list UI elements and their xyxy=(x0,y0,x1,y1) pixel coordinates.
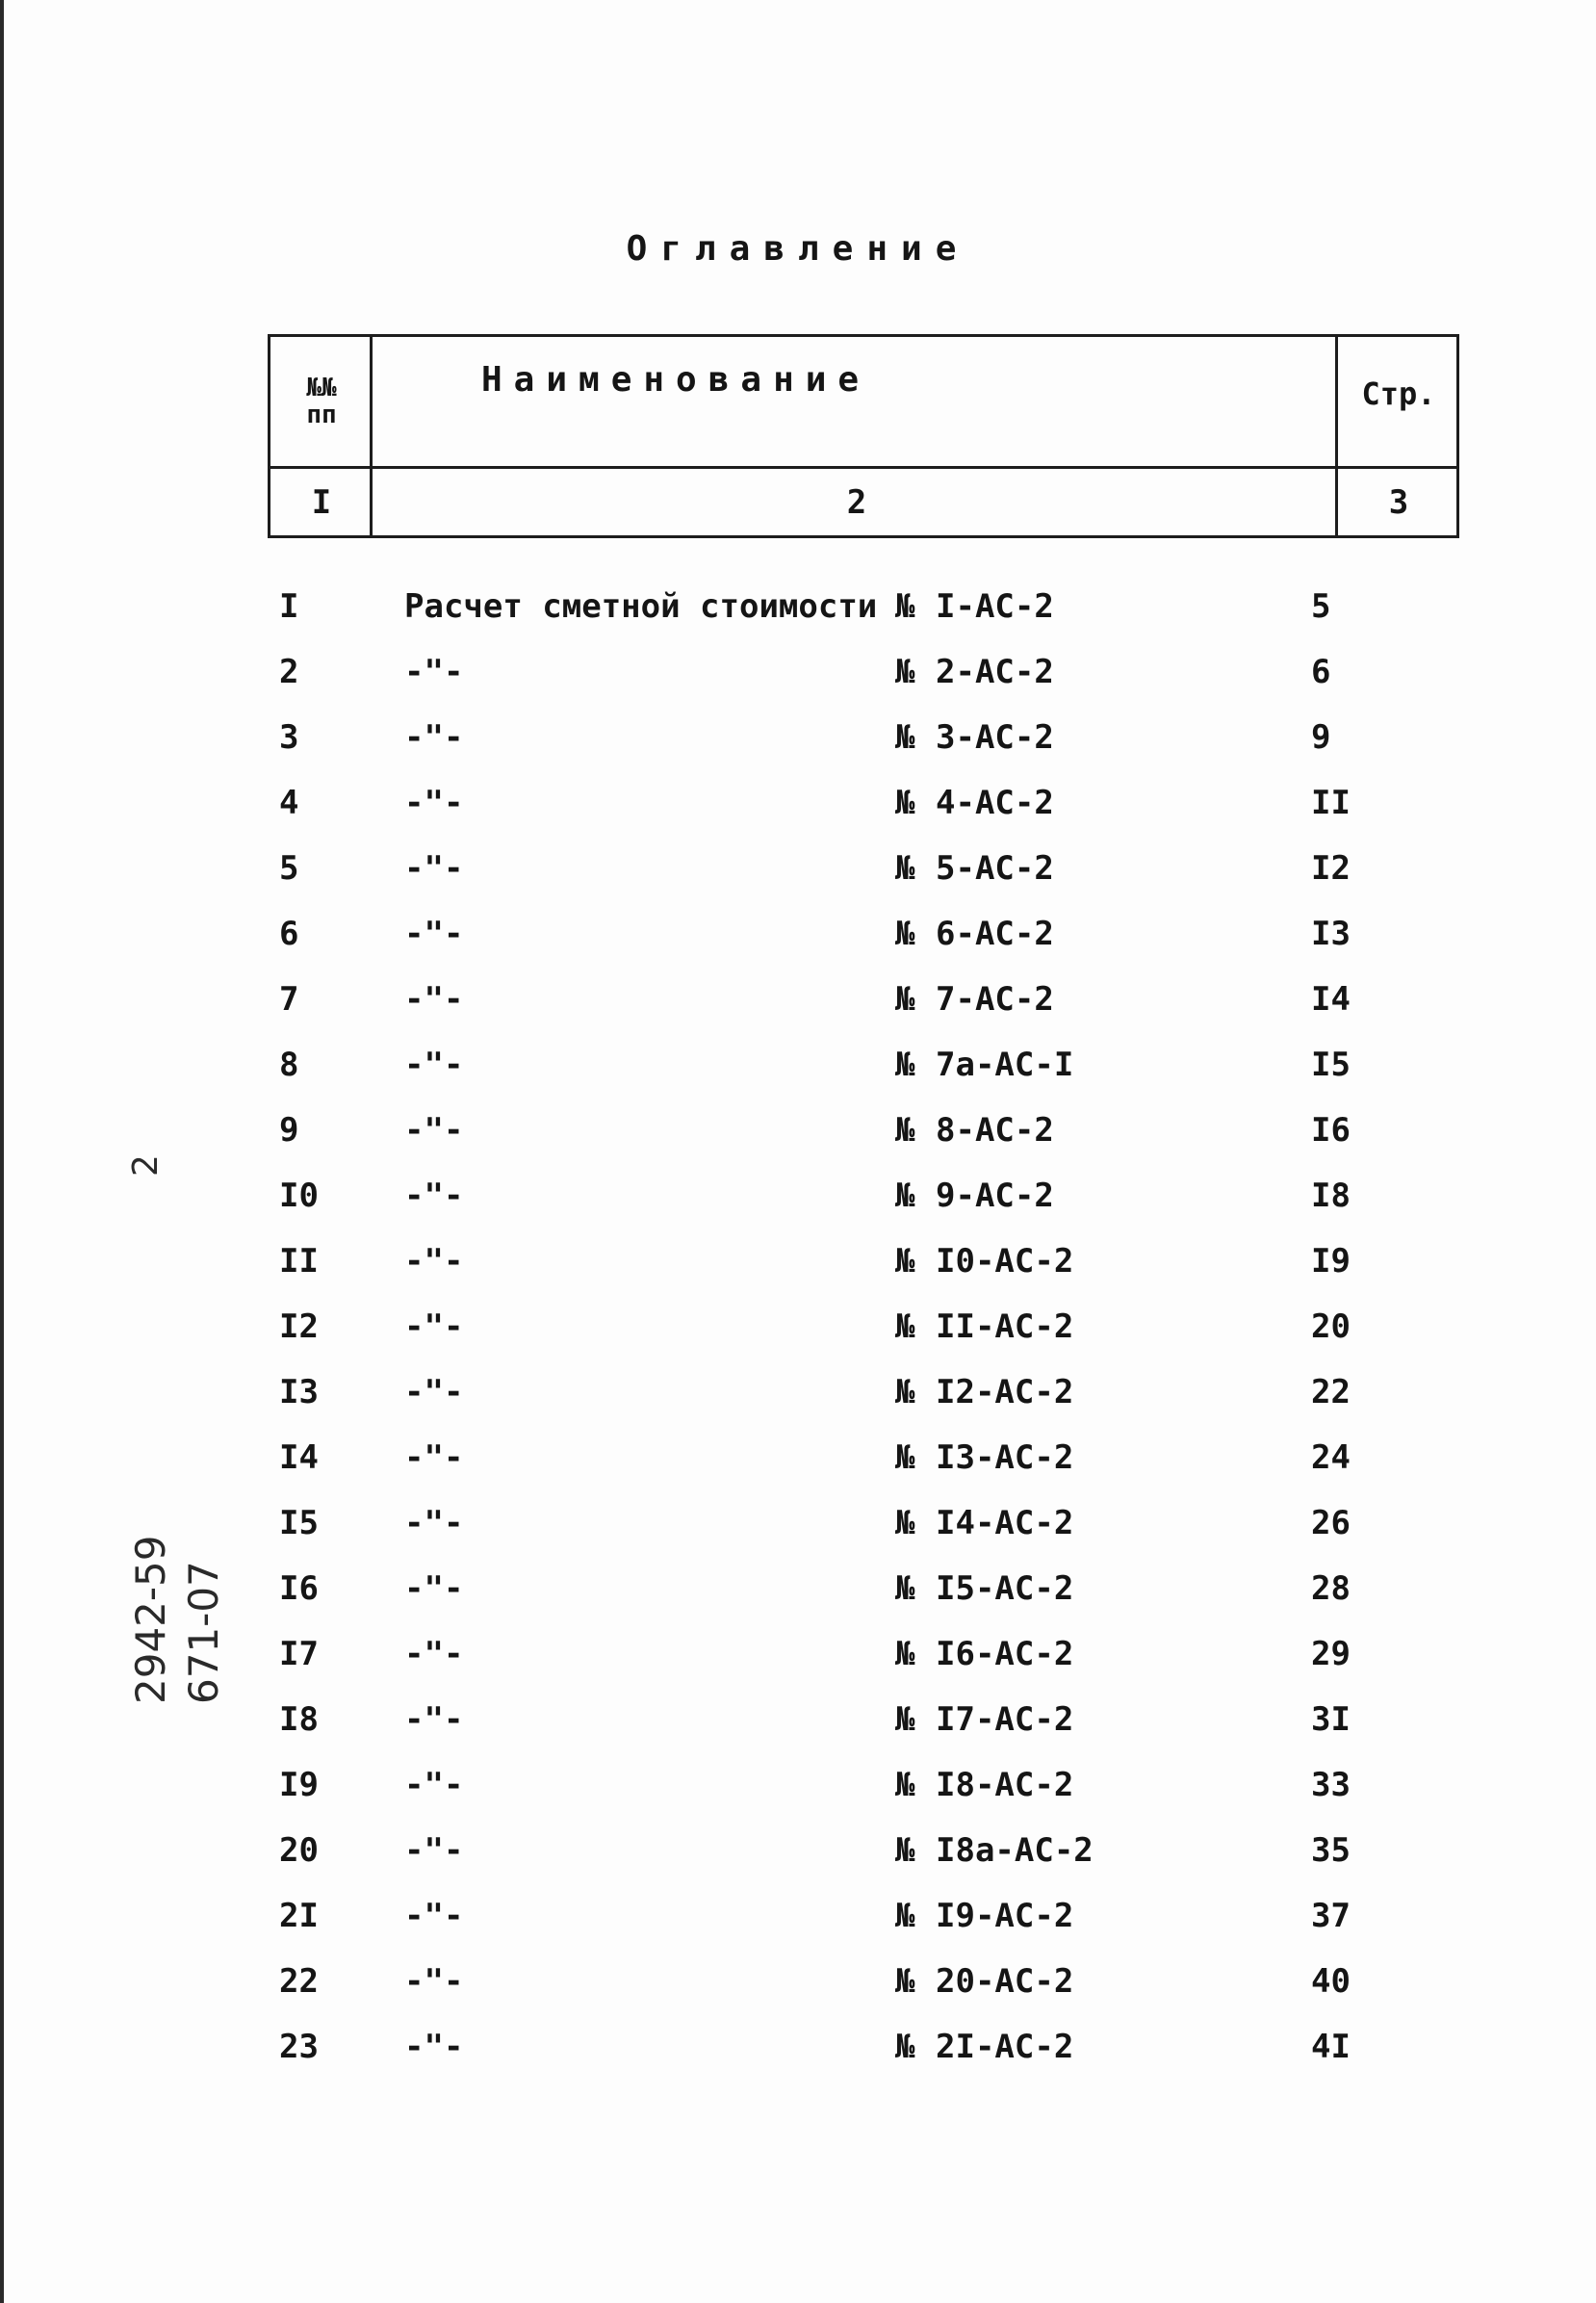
row-code: I8-АС-2 xyxy=(936,1766,1074,1804)
row-number: I0 xyxy=(279,1177,319,1215)
row-name: -"- xyxy=(404,2028,464,2066)
row-number: 20 xyxy=(279,1831,319,1870)
row-name: -"- xyxy=(404,1700,464,1739)
row-number: I8 xyxy=(279,1700,319,1739)
row-number-sign: № xyxy=(895,1831,915,1870)
row-page: 40 xyxy=(1311,1962,1351,2001)
row-number-sign: № xyxy=(895,1569,915,1608)
contents-row xyxy=(0,653,1596,707)
row-code: I5-АС-2 xyxy=(936,1569,1074,1608)
row-number-sign: № xyxy=(895,718,915,757)
row-name: -"- xyxy=(404,1962,464,2001)
row-code: I3-АС-2 xyxy=(936,1438,1074,1477)
contents-row xyxy=(0,2028,1596,2082)
contents-row xyxy=(0,1242,1596,1296)
row-page: 37 xyxy=(1311,1897,1351,1935)
row-page: 6 xyxy=(1311,653,1331,691)
row-code: 3-АС-2 xyxy=(936,718,1054,757)
header-col-index-3: 3 xyxy=(1388,483,1409,522)
contents-row xyxy=(0,784,1596,838)
row-number: 3 xyxy=(279,718,299,757)
row-number-sign: № xyxy=(895,784,915,822)
row-name: -"- xyxy=(404,1635,464,1673)
row-number: II xyxy=(279,1242,319,1281)
row-name: -"- xyxy=(404,1177,464,1215)
row-page: 29 xyxy=(1311,1635,1351,1673)
row-code: I4-АС-2 xyxy=(936,1504,1074,1542)
header-col-name: Наименование xyxy=(481,360,871,400)
row-code: 2I-АС-2 xyxy=(936,2028,1074,2066)
row-number: I5 xyxy=(279,1504,319,1542)
row-page: 28 xyxy=(1311,1569,1351,1608)
contents-row xyxy=(0,718,1596,772)
row-code: 6-АС-2 xyxy=(936,915,1054,953)
row-code: I9-АС-2 xyxy=(936,1897,1074,1935)
contents-row xyxy=(0,1831,1596,1885)
row-name: -"- xyxy=(404,1504,464,1542)
contents-row xyxy=(0,915,1596,969)
row-number-sign: № xyxy=(895,1242,915,1281)
margin-note-line: 671-07 xyxy=(180,1561,227,1704)
row-number: 2I xyxy=(279,1897,319,1935)
contents-row xyxy=(0,1766,1596,1820)
row-name: -"- xyxy=(404,849,464,888)
contents-row xyxy=(0,1700,1596,1754)
row-code: I0-АС-2 xyxy=(936,1242,1074,1281)
row-number: I6 xyxy=(279,1569,319,1608)
header-col-page: Стр. xyxy=(1361,375,1436,412)
contents-row xyxy=(0,1438,1596,1492)
row-number-sign: № xyxy=(895,1177,915,1215)
contents-row xyxy=(0,587,1596,641)
row-name: -"- xyxy=(404,1111,464,1150)
row-page: 26 xyxy=(1311,1504,1351,1542)
row-page: I8 xyxy=(1311,1177,1351,1215)
row-number: 4 xyxy=(279,784,299,822)
row-code: 20-АС-2 xyxy=(936,1962,1074,2001)
row-number: I3 xyxy=(279,1373,319,1411)
contents-row xyxy=(0,1504,1596,1558)
row-number-sign: № xyxy=(895,1635,915,1673)
row-number-sign: № xyxy=(895,1438,915,1477)
row-code: I6-АС-2 xyxy=(936,1635,1074,1673)
row-code: I2-АС-2 xyxy=(936,1373,1074,1411)
row-name: -"- xyxy=(404,1307,464,1346)
row-page: 33 xyxy=(1311,1766,1351,1804)
row-page: I2 xyxy=(1311,849,1351,888)
row-number-sign: № xyxy=(895,2028,915,2066)
row-code: I7-АС-2 xyxy=(936,1700,1074,1739)
row-name: -"- xyxy=(404,1569,464,1608)
row-name: -"- xyxy=(404,1373,464,1411)
row-code: 9-АС-2 xyxy=(936,1177,1054,1215)
row-number-sign: № xyxy=(895,1700,915,1739)
row-page: II xyxy=(1311,784,1351,822)
contents-row xyxy=(0,1307,1596,1361)
row-number-sign: № xyxy=(895,1897,915,1935)
row-number: I4 xyxy=(279,1438,319,1477)
contents-row xyxy=(0,980,1596,1034)
row-name: -"- xyxy=(404,1438,464,1477)
contents-row xyxy=(0,1635,1596,1689)
row-page: I3 xyxy=(1311,915,1351,953)
row-code: 5-АС-2 xyxy=(936,849,1054,888)
row-number-sign: № xyxy=(895,1373,915,1411)
row-page: 5 xyxy=(1311,587,1331,626)
contents-row xyxy=(0,1373,1596,1427)
row-number: 8 xyxy=(279,1046,299,1084)
row-code: 8-АС-2 xyxy=(936,1111,1054,1150)
row-code: 4-АС-2 xyxy=(936,784,1054,822)
row-page: 20 xyxy=(1311,1307,1351,1346)
row-page: 35 xyxy=(1311,1831,1351,1870)
contents-row xyxy=(0,1046,1596,1100)
row-page: I9 xyxy=(1311,1242,1351,1281)
row-number: 7 xyxy=(279,980,299,1019)
row-name: -"- xyxy=(404,1046,464,1084)
row-name: -"- xyxy=(404,980,464,1019)
row-number-sign: № xyxy=(895,1504,915,1542)
row-page: 9 xyxy=(1311,718,1331,757)
row-name: -"- xyxy=(404,915,464,953)
row-name: -"- xyxy=(404,784,464,822)
page-title: Оглавление xyxy=(626,229,970,269)
row-number-sign: № xyxy=(895,1962,915,2001)
row-code: 7а-АС-I xyxy=(936,1046,1074,1084)
row-number: 5 xyxy=(279,849,299,888)
row-number-sign: № xyxy=(895,1111,915,1150)
row-number-sign: № xyxy=(895,1766,915,1804)
row-page: 4I xyxy=(1311,2028,1351,2066)
header-table xyxy=(268,334,1459,538)
contents-row xyxy=(0,1962,1596,2016)
row-number-sign: № xyxy=(895,587,915,626)
row-number: I xyxy=(279,587,299,626)
contents-row xyxy=(0,1569,1596,1623)
header-col-index-2: 2 xyxy=(846,483,867,522)
row-name: -"- xyxy=(404,1831,464,1870)
row-number: 6 xyxy=(279,915,299,953)
row-number-sign: № xyxy=(895,849,915,888)
row-number: I2 xyxy=(279,1307,319,1346)
row-number-sign: № xyxy=(895,1307,915,1346)
margin-page-number: 2 xyxy=(125,1154,166,1177)
row-number: 23 xyxy=(279,2028,319,2066)
row-number: I7 xyxy=(279,1635,319,1673)
row-code: 2-АС-2 xyxy=(936,653,1054,691)
row-number: I9 xyxy=(279,1766,319,1804)
row-name: -"- xyxy=(404,718,464,757)
row-page: I5 xyxy=(1311,1046,1351,1084)
row-number: 9 xyxy=(279,1111,299,1150)
contents-row xyxy=(0,849,1596,903)
row-code: I8а-АС-2 xyxy=(936,1831,1094,1870)
row-code: 7-АС-2 xyxy=(936,980,1054,1019)
row-code: II-АС-2 xyxy=(936,1307,1074,1346)
row-number-sign: № xyxy=(895,915,915,953)
header-col-number: №№ пп xyxy=(306,374,337,429)
row-page: 22 xyxy=(1311,1373,1351,1411)
contents-row xyxy=(0,1897,1596,1951)
row-page: I6 xyxy=(1311,1111,1351,1150)
row-page: I4 xyxy=(1311,980,1351,1019)
row-number: 22 xyxy=(279,1962,319,2001)
row-name: -"- xyxy=(404,1897,464,1935)
row-page: 24 xyxy=(1311,1438,1351,1477)
row-page: 3I xyxy=(1311,1700,1351,1739)
row-code: I-АС-2 xyxy=(936,587,1054,626)
row-name: -"- xyxy=(404,653,464,691)
contents-row xyxy=(0,1111,1596,1165)
row-number-sign: № xyxy=(895,1046,915,1084)
row-number: 2 xyxy=(279,653,299,691)
row-name: -"- xyxy=(404,1766,464,1804)
row-name: Расчет сметной стоимости xyxy=(404,587,878,626)
row-number-sign: № xyxy=(895,653,915,691)
header-col-index-1: I xyxy=(311,483,332,522)
row-name: -"- xyxy=(404,1242,464,1281)
contents-row xyxy=(0,1177,1596,1230)
row-number-sign: № xyxy=(895,980,915,1019)
margin-note-line: 2942-59 xyxy=(127,1535,174,1704)
